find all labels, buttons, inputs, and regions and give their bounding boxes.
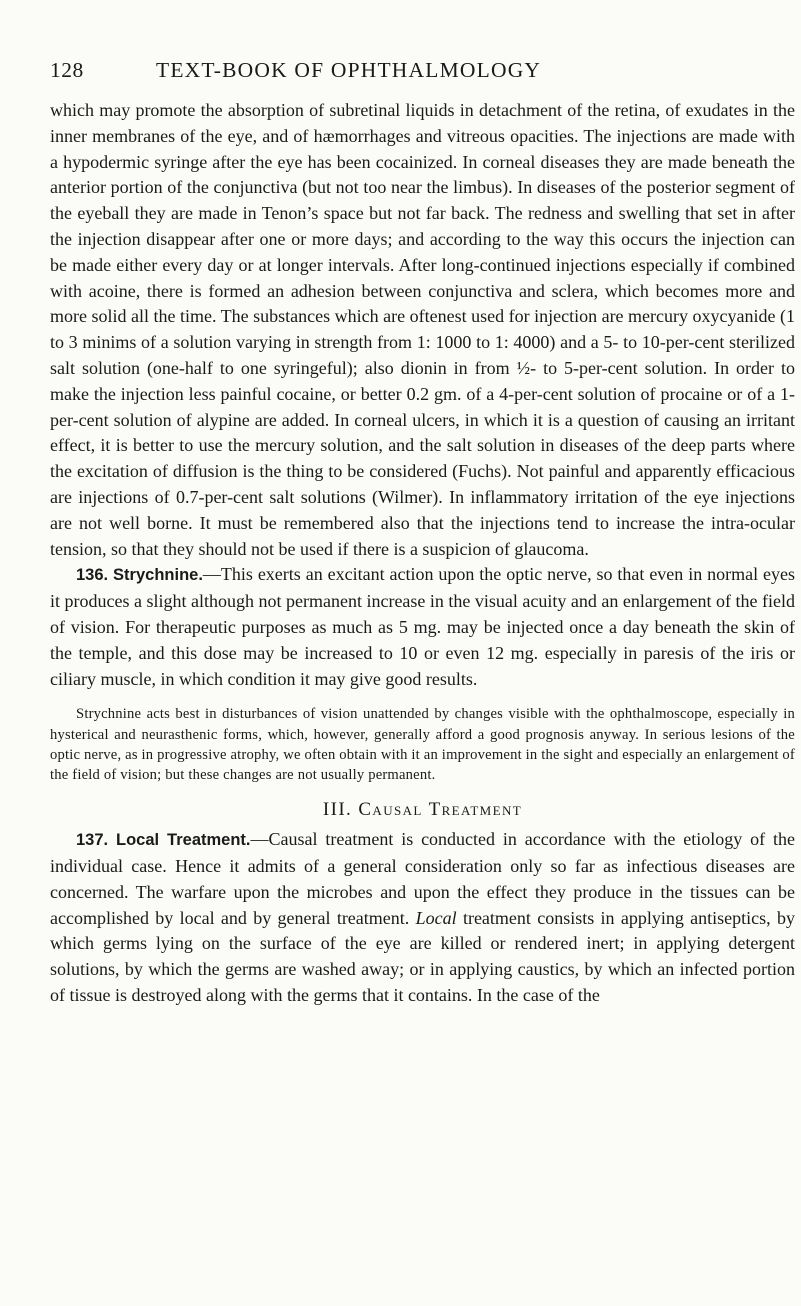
book-page bbox=[50, 58, 795, 1009]
section-137-title: Local Treatment. bbox=[116, 831, 251, 850]
section-136-title: Strychnine. bbox=[113, 566, 203, 585]
section-137-paragraph bbox=[50, 827, 795, 1009]
running-head bbox=[50, 58, 795, 98]
section-137-italic-word: Local bbox=[415, 907, 457, 928]
section-136-text: —This exerts an excitant action upon the optic nerve, so that even in normal eyes it produces a slight although not permanent increase in the visual acuity and an enlargement of the field of vision. For therapeutic purposes as much as 5 mg. may be injected once a day beneath the skin of the temple, and this dose may be increased to 10 or even 12 mg. especially in paresis of the iris or ciliary muscle, in which condition it may give good results. bbox=[50, 564, 795, 689]
section-137-text-1: —Causal treatment is conducted in accordance with the etiology of the individual case. Hence it admits of a general consideration only so far as infectious diseases are concerned. The warfare upon the microbes and upon the effect they produce in the tissues can be accomplished by local and by general treatment. bbox=[50, 829, 796, 928]
part-heading: III. Causal Treatment bbox=[322, 799, 523, 821]
small-print-note: Strychnine acts best in disturbances of vision unattended by changes visible with the ophthalmoscope, especially in hysterical and neurasthenic forms, which, however, generally afford a good prognosis anyway. In serious lesions of the optic nerve, as in progressive atrophy, we often obtain with it an improvement in the sight and especially an enlargement of the field of vision; but these changes are not usually permanent. bbox=[50, 706, 795, 783]
running-title: TEXT-BOOK OF OPHTHALMOLOGY bbox=[156, 58, 542, 82]
section-137-number: 137. bbox=[76, 831, 109, 850]
section-136-paragraph bbox=[50, 562, 795, 692]
page-number: 128 bbox=[50, 58, 84, 82]
paragraph-continuation: which may promote the absorption of subretinal liquids in detachment of the retina, of exudates in the inner membranes of the eye, and of hæmorrhages and vitreous opacities. The injections are made with a hypodermic syringe after the eye has been cocainized. In corneal diseases they are made beneath the anterior portion of the conjunctiva (but not too near the limbus). In diseases of the posterior segment of the eyeball they are made in Tenon’s space but not far back. The redness and swelling that set in after the injection disappear after one or more days; and according to the way this occurs the injection can be made either every day or at longer intervals. After long-continued injections especially if combined with acoine, there is formed an adhesion between conjunctiva and sclera, which becomes more and more solid all the time. The substances which are oftenest used for injection are mercury oxycyanide (1 to 3 minims of a solution varying in strength from 1: 1000 to 1: 4000) and a 5- to 10-per-cent sterilized salt solution (one-half to one syringeful); also dionin in from ½- to 5-per-cent solution. In order to make the injection less painful cocaine, or better 0.2 gm. of a 4-per-cent solution of procaine or of a 1-per-cent solution of alypine are added. In corneal ulcers, in which it is a question of causing an irritant effect, it is better to use the mercury solution, and the salt solution in diseases of the deep parts where the excitation of diffusion is the thing to be considered (Fuchs). Not painful and apparently efficacious are injections of 0.7-per-cent salt solutions (Wilmer). In inflammatory irritation of the eye injections are not well borne. It must be remembered also that the injections tend to increase the intra-ocular tension, so that they should not be used if there is a suspicion of glaucoma. bbox=[50, 100, 795, 559]
section-136-number: 136. bbox=[76, 566, 109, 585]
section-137-text-2: treatment consists in applying antiseptics, by which germs lying on the surface of the eye are killed or rendered inert; in applying detergent solutions, by which the germs are washed away; or in applying caustics, by which an infected portion of tissue is destroyed along with the germs that it contains. In the case of the bbox=[50, 907, 795, 1005]
